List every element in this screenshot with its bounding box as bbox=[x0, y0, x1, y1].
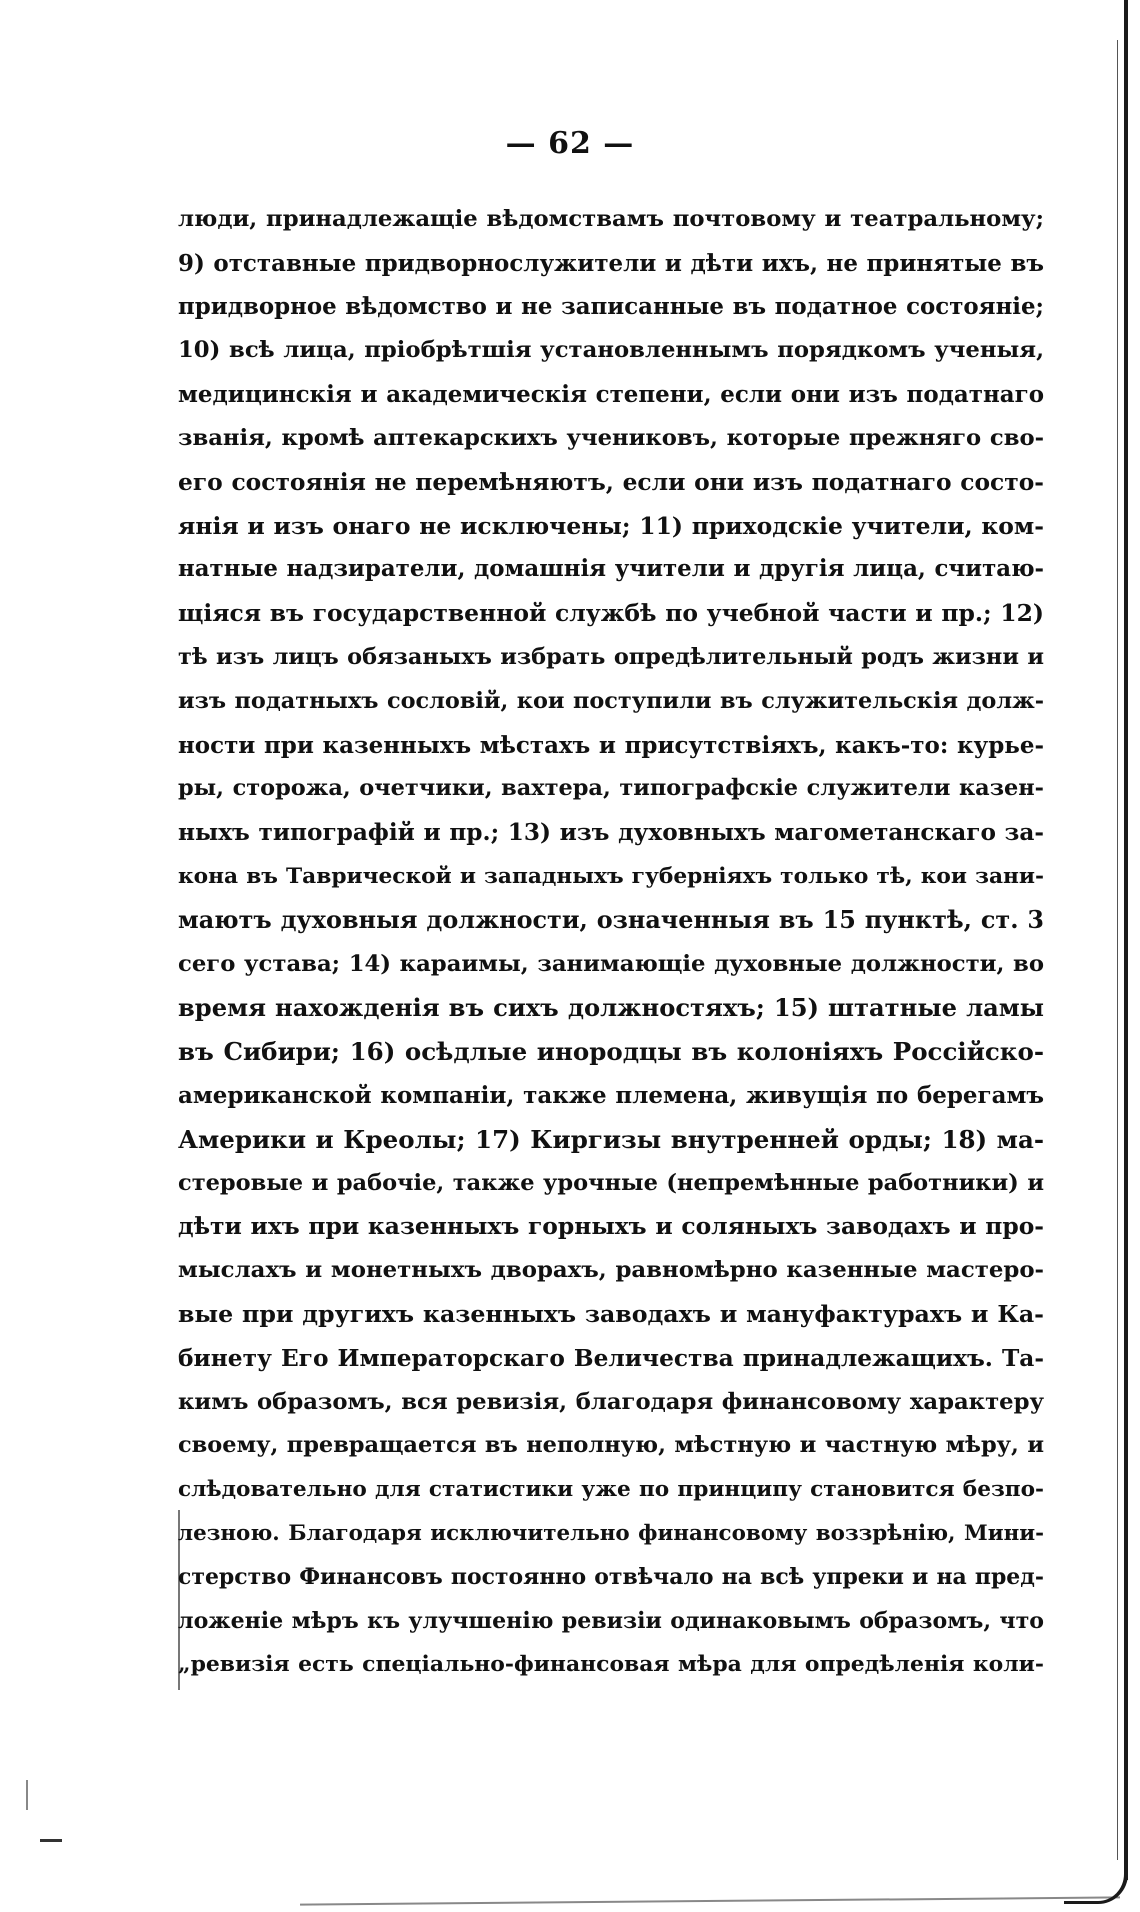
text-line: его состоянія не перемѣняютъ, если они изъ податнаго состо- bbox=[178, 467, 1044, 496]
text-line: ложеніе мѣръ къ улучшенію ревизіи одинаковымъ образомъ, что bbox=[178, 1607, 1044, 1634]
margin-tick bbox=[26, 1780, 28, 1810]
text-line: дѣти ихъ при казенныхъ горныхъ и соляныхъ заводахъ и про- bbox=[178, 1212, 1044, 1241]
text-line: сего устава; 14) караимы, занимающіе духовные должности, во bbox=[178, 950, 1044, 977]
text-line: ности при казенныхъ мѣстахъ и присутствіяхъ, какъ-то: курье- bbox=[178, 731, 1044, 759]
text-line: бинету Его Императорскаго Величества принадлежащихъ. Та- bbox=[178, 1344, 1044, 1372]
page-number: — 62 — bbox=[505, 126, 635, 161]
text-line: званія, кромѣ аптекарскихъ учениковъ, которые прежняго сво- bbox=[178, 424, 1044, 451]
text-line: мыслахъ и монетныхъ дворахъ, равномѣрно казенные мастеро- bbox=[178, 1257, 1044, 1284]
page-edge-inner-line bbox=[1117, 40, 1118, 1860]
text-line: „ревизія есть спеціально-финансовая мѣра для опредѣленія коли- bbox=[178, 1651, 1044, 1678]
text-line: медицинскія и академическія степени, если они изъ податнаго bbox=[178, 381, 1044, 409]
text-line: янія и изъ онаго не исключены; 11) приходскіе учители, ком- bbox=[178, 511, 1044, 540]
text-line: 9) отставные придворнослужители и дѣти ихъ, не принятые въ bbox=[178, 249, 1044, 277]
text-line: въ Сибири; 16) осѣдлые инородцы въ колоніяхъ Россійско- bbox=[178, 1037, 1044, 1067]
text-line: вые при другихъ казенныхъ заводахъ и мануфактурахъ и Ка- bbox=[178, 1299, 1044, 1328]
text-line: тѣ изъ лицъ обязаныхъ избрать опредѣлительный родъ жизни и bbox=[178, 643, 1044, 670]
margin-dash bbox=[40, 1839, 62, 1842]
text-line: люди, принадлежащіе вѣдомствамъ почтовому и театральному; bbox=[178, 206, 1044, 232]
text-line: время нахожденія въ сихъ должностяхъ; 15) штатные ламы bbox=[178, 993, 1044, 1023]
text-line: Америки и Креолы; 17) Киргизы внутренней орды; 18) ма- bbox=[178, 1124, 1044, 1154]
text-line: слѣдовательно для статистики уже по принципу становится безпо- bbox=[178, 1477, 1044, 1503]
text-line: 10) всѣ лица, пріобрѣтшія установленнымъ порядкомъ ученыя, bbox=[178, 337, 1044, 364]
text-line: американской компаніи, также племена, живущія по берегамъ bbox=[178, 1081, 1044, 1109]
page-corner-curl bbox=[1064, 1871, 1128, 1904]
body-text bbox=[178, 198, 1044, 1687]
text-line: ры, сторожа, очетчики, вахтера, типографскіе служители казен- bbox=[178, 775, 1044, 802]
page-edge-border bbox=[1124, 0, 1128, 1880]
text-line: натные надзиратели, домашнія учители и другія лица, считаю- bbox=[178, 556, 1044, 583]
page-bottom-edge bbox=[300, 1896, 1120, 1905]
text-line: лезною. Благодаря исключительно финансовому воззрѣнію, Мини- bbox=[178, 1520, 1044, 1546]
text-line: стеровые и рабочіе, также урочные (непремѣнные работники) и bbox=[178, 1169, 1044, 1196]
text-line: изъ податныхъ сословій, кои поступили въ служительскія долж- bbox=[178, 687, 1044, 714]
text-line: щіяся въ государственной службѣ по учебной части и пр.; 12) bbox=[178, 599, 1044, 628]
text-line: кона въ Таврической и западныхъ губерніяхъ только тѣ, кои зани- bbox=[178, 863, 1044, 889]
text-line: ныхъ типографій и пр.; 13) изъ духовныхъ магометанскаго за- bbox=[178, 819, 1044, 847]
text-line: своему, превращается въ неполную, мѣстную и частную мѣру, и bbox=[178, 1432, 1044, 1459]
text-line: кимъ образомъ, вся ревизія, благодаря финансовому характеру bbox=[178, 1388, 1044, 1415]
text-line: стерство Финансовъ постоянно отвѣчало на всѣ упреки и на пред- bbox=[178, 1563, 1044, 1590]
text-line: маютъ духовныя должности, означенныя въ 15 пунктѣ, ст. 3 bbox=[178, 905, 1044, 934]
text-line: придворное вѣдомство и не записанные въ податное состояніе; bbox=[178, 293, 1044, 320]
